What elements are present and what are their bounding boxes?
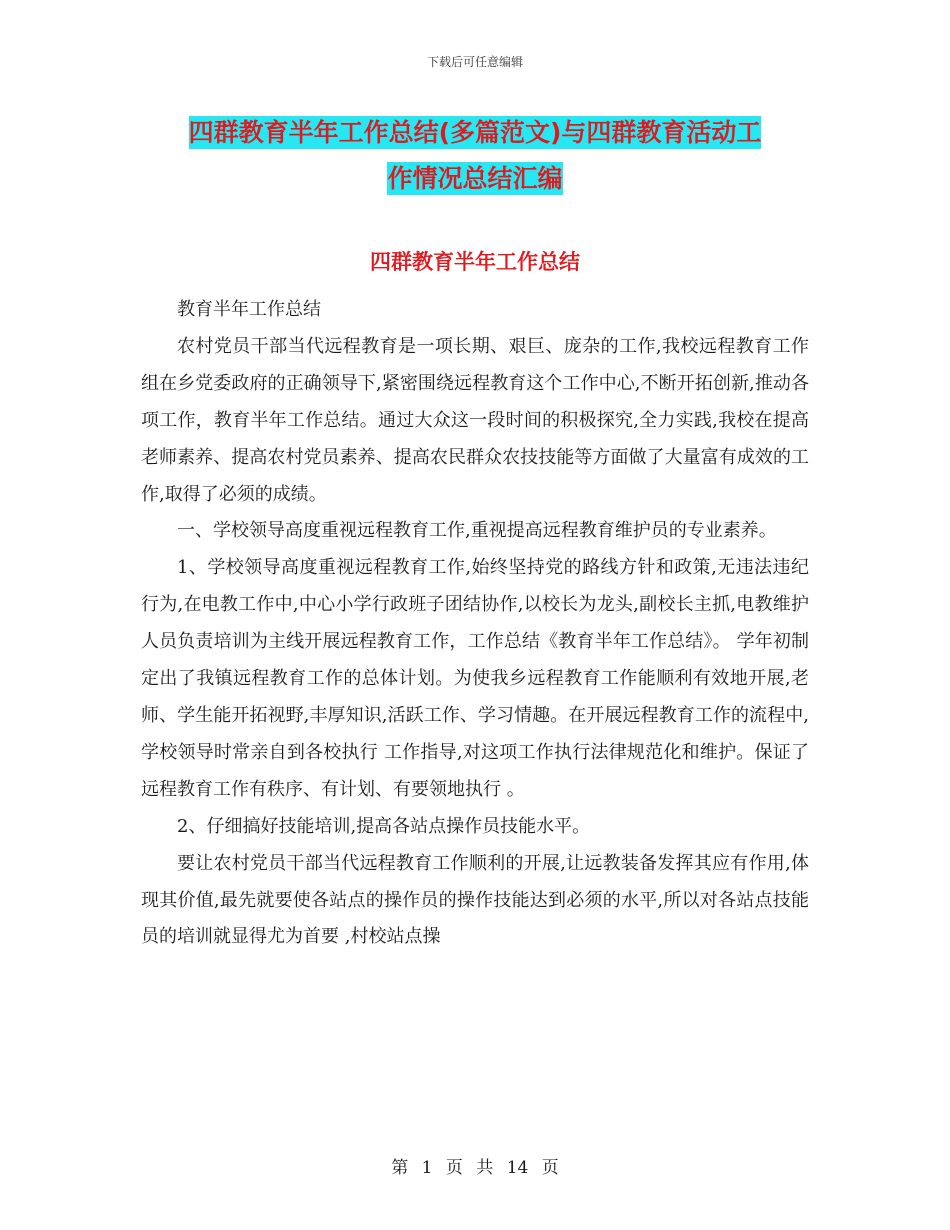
paragraph: 2、仔细搞好技能培训,提高各站点操作员技能水平。 — [177, 815, 591, 837]
paragraph: 要让农村党员干部当代远程教育工作顺利的开展,让远教装备发挥其应有作用,体现其价值,最先就要使各站点的操作员的操作技能达到必须的水平,所以对各站点技能员的培训就显得尤为首要 ,村校站点操 — [141, 852, 809, 948]
section-title: 四群教育半年工作总结 — [370, 250, 580, 274]
paragraph: 教育半年工作总结 — [177, 299, 321, 320]
title-line-2: 作情况总结汇编 — [387, 164, 563, 193]
document-title — [140, 110, 810, 202]
document-body — [141, 292, 809, 956]
title-line-1: 四群教育半年工作总结(多篇范文)与四群教育活动工 — [188, 118, 762, 147]
paragraph: 一、学校领导高度重视远程教育工作,重视提高远程教育维护员的专业素养。 — [177, 520, 777, 542]
page-number: 第 1 页 共 14 页 — [391, 1158, 559, 1178]
paragraph: 农村党员干部当代远程教育是一项长期、艰巨、庞杂的工作,我校远程教育工作组在乡党委政府的正确领导下,紧密围绕远程教育这个工作中心,不断开拓创新,推动各项工作，教育半年工作总结。通过大众这一段时间的积极探究,全力实践,我校在提高老师素养、提高农村党员素养、提高农民群众农技技能等方面做了大量富有成效的工作,取得了必须的成绩。 — [141, 335, 809, 505]
header-note: 下载后可任意编辑 — [426, 55, 523, 69]
paragraph: 1、学校领导高度重视远程教育工作,始终坚持党的路线方针和政策,无违法违纪行为,在电教工作中,中心小学行政班子团结协作,以校长为龙头,副校长主抓,电教维护人员负责培训为主线开展远程教育工作，工作总结《教育半年工作总结》。 学年初制定出了我镇远程教育工作的总体计划。为使我乡远程教育工作能顺利有效地开展,老师、学生能开拓视野,丰厚知识,活跃工作、学习情趣。在开展远程教育工作的流程中,学校领导时常亲自到各校执行 工作指导,对这项工作执行法律规范化和维护。保证了远程教育工作有秩序、有计划、有要领地执行 。 — [141, 557, 809, 800]
